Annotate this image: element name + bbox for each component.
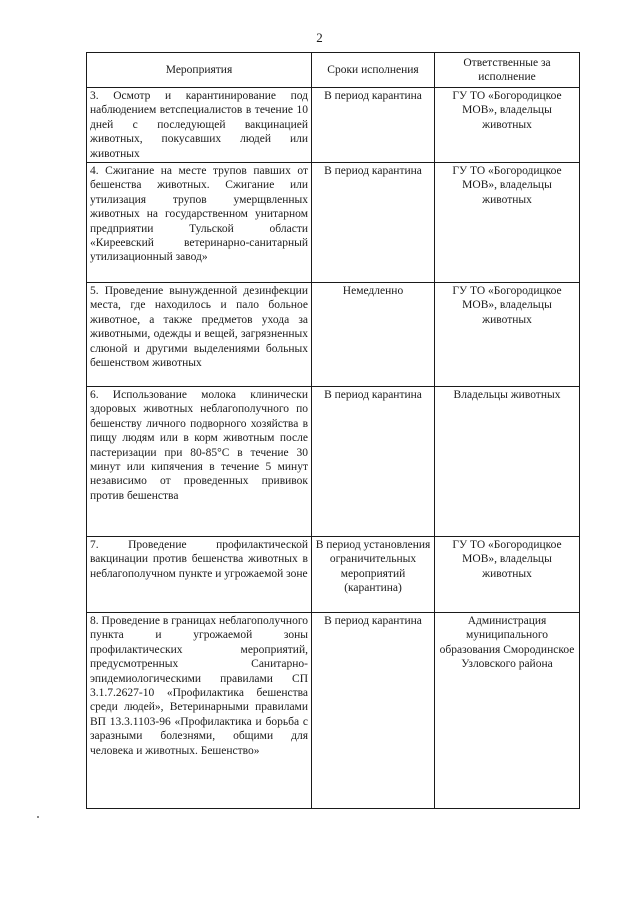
table-row (87, 283, 580, 387)
scan-speck (37, 816, 39, 818)
event-cell: 8. Проведение в границах неблагополучного пункта и угрожаемой зоны профилактических мероприятий, предусмотренных Санитарно-эпидемиологическими правилами СП 3.1.7.2627-10 «Профилактика бешенства среди людей», Ветеринарными правилами ВП 13.3.1103-96 «Профилактика и борьба с заразными болезнями, общими для человека и животных. Бешенство» (87, 613, 312, 809)
header-events: Мероприятия (87, 53, 312, 88)
responsible-cell: Владельцы животных (435, 387, 580, 537)
event-cell: 4. Сжигание на месте трупов павших от бешенства животных. Сжигание или утилизация трупов умерщвленных животных на государственном унитарном предприятии Тульской области «Киреевский ветеринарно-санитарный утилизационный завод» (87, 163, 312, 283)
responsible-cell: ГУ ТО «Богородицкое МОВ», владельцы животных (435, 283, 580, 387)
term-cell: В период карантина (312, 163, 435, 283)
term-cell: В период карантина (312, 88, 435, 163)
table-row (87, 613, 580, 809)
table-row (87, 537, 580, 613)
term-cell: Немедленно (312, 283, 435, 387)
term-cell: В период карантина (312, 613, 435, 809)
table-header-row (87, 53, 580, 88)
event-cell: 5. Проведение вынужденной дезинфекции места, где находилось и пало больное животное, а также предметов ухода за животными, одежды и вещей, загрязненных слюной и другими выделениями больных бешенством животных (87, 283, 312, 387)
event-cell: 3. Осмотр и карантинирование под наблюдением ветспециалистов в течение 10 дней с последующей вакцинацией животных, покусавших людей или животных (87, 88, 312, 163)
header-terms: Сроки исполнения (312, 53, 435, 88)
responsible-cell: Администрация муниципального образования Смородинское Узловского района (435, 613, 580, 809)
table-row (87, 387, 580, 537)
table-row (87, 88, 580, 163)
responsible-cell: ГУ ТО «Богородицкое МОВ», владельцы животных (435, 537, 580, 613)
term-cell: В период установления ограничительных мероприятий (карантина) (312, 537, 435, 613)
page-number: 2 (316, 30, 323, 45)
responsible-cell: ГУ ТО «Богородицкое МОВ», владельцы животных (435, 163, 580, 283)
event-cell: 7. Проведение профилактической вакцинации против бешенства животных в неблагополучном пункте и угрожаемой зоне (87, 537, 312, 613)
header-responsible: Ответственные за исполнение (435, 53, 580, 88)
measures-table (86, 52, 580, 809)
event-cell: 6. Использование молока клинически здоровых животных неблагополучного по бешенству личного подворного хозяйства в пищу людям или в корм животным после пастеризации при 80-85°С в течение 30 минут или кипячения в течение 5 минут независимо от проведенных прививок против бешенства (87, 387, 312, 537)
term-cell: В период карантина (312, 387, 435, 537)
table-row (87, 163, 580, 283)
responsible-cell: ГУ ТО «Богородицкое МОВ», владельцы животных (435, 88, 580, 163)
